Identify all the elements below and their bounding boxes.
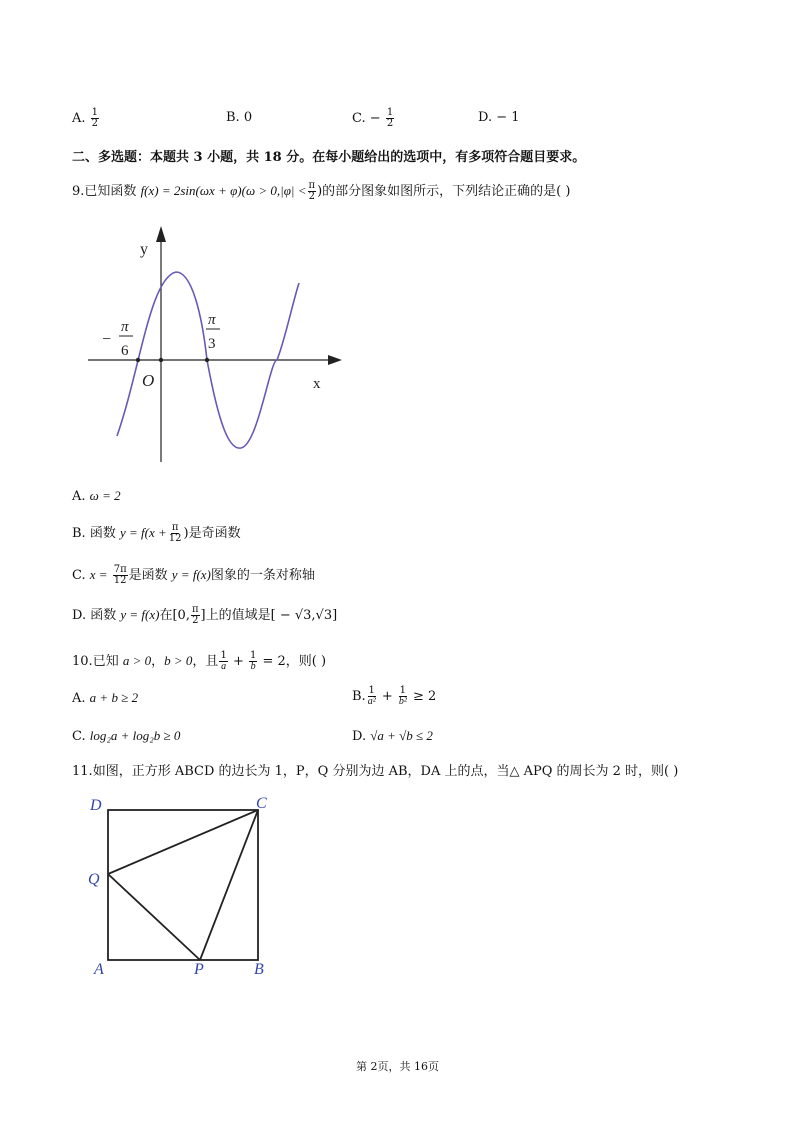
q8-option-d: D. − 1: [478, 110, 520, 125]
label-q: Q: [88, 871, 100, 888]
segment-qp: [108, 874, 200, 960]
fraction: $\frac{1}{a}$: [220, 650, 227, 672]
label-d: D: [90, 797, 102, 814]
point-pi3: [205, 358, 209, 362]
q9-option-b: B. 函数 y = f(x + $\frac{\pi}{12}$ )是奇函数: [72, 522, 241, 544]
q9-option-a: A. ω = 2: [72, 488, 121, 504]
q10-option-a: A. a + b ≥ 2: [72, 690, 139, 706]
tick-left-sign: −: [102, 331, 112, 348]
tick-left-num: π: [121, 319, 129, 335]
q8-option-b: B. 0: [226, 110, 253, 125]
square-figure: [84, 788, 284, 984]
q10-stem: 10.已知 a > 0，b > 0，且 $\frac{1}{a}$ + $\frac{1}{b}$ = 2，则( ): [72, 650, 327, 672]
section-heading: 二、多选题：本题共 3 小题，共 18 分。在每小题给出的选项中，有多项符合题目要求。: [72, 150, 586, 165]
x-axis-label: x: [313, 376, 321, 392]
label-b: B: [254, 961, 264, 978]
q8-option-a: A. $\frac{1}{2}$: [72, 107, 99, 129]
square: [108, 810, 258, 960]
tick-right-num: π: [208, 312, 216, 328]
q10-option-d: D. √a + √b ≤ 2: [352, 728, 433, 744]
x-axis-arrow: [328, 355, 342, 365]
fraction: $\frac{7\pi}{12}$: [113, 564, 127, 586]
fraction: $\frac{1}{2}$: [386, 107, 394, 129]
segment-qc: [108, 810, 258, 874]
fraction: $\frac{\pi}{2}$: [308, 180, 316, 202]
point-neg-pi6: [136, 358, 140, 362]
q8-option-c: C. − $\frac{1}{2}$: [352, 107, 394, 129]
label-p: P: [194, 961, 204, 978]
fraction: $\frac{1}{2}$: [91, 107, 99, 129]
fraction: $\frac{\pi}{2}$: [191, 604, 199, 626]
q10-option-c: C. log₂a + log₂b ≥ 0: [72, 728, 181, 744]
q9-stem: 9.已知函数 f(x) = 2sin(ωx + φ)(ω > 0,|φ| < $\frac{\pi}{2}$ )的部分图象如图所示，下列结论正确的是( ): [72, 180, 571, 202]
fraction: $\frac{1}{b}$: [249, 650, 257, 672]
tick-left-den: 6: [121, 343, 129, 359]
label-a: A: [94, 961, 104, 978]
y-axis-label: y: [140, 241, 148, 258]
segment-pc: [200, 810, 258, 960]
label-c: C: [256, 795, 267, 812]
q11-stem: 11.如图，正方形 ABCD 的边长为 1，P，Q 分别为边 AB，DA 上的点，当△ APQ 的周长为 2 时，则( ): [72, 764, 679, 779]
point-origin: [159, 358, 163, 362]
q10-option-b: B. $\frac{1}{\text{a²}}$ + $\frac{1}{\text{b²}}$ ≥ 2: [352, 685, 437, 707]
fraction: $\frac{\pi}{12}$: [168, 522, 182, 544]
fraction: $\frac{1}{\text{b²}}$: [398, 685, 407, 707]
y-axis-arrow: [156, 226, 166, 242]
fraction: $\frac{1}{\text{a²}}$: [367, 685, 376, 707]
origin-label: O: [142, 371, 155, 390]
sine-graph: [80, 220, 360, 470]
tick-right-den: 3: [208, 336, 216, 352]
q9-option-c: C. x = $\frac{7\pi}{12}$ 是函数 y = f(x)图象的一条对称轴: [72, 564, 315, 586]
page-footer: 第 2页，共 16页: [356, 1060, 439, 1073]
q9-option-d: D. 函数 y = f(x)在[0, $\frac{\pi}{2}$ ]上的值域是[ − √3,√3]: [72, 604, 338, 626]
